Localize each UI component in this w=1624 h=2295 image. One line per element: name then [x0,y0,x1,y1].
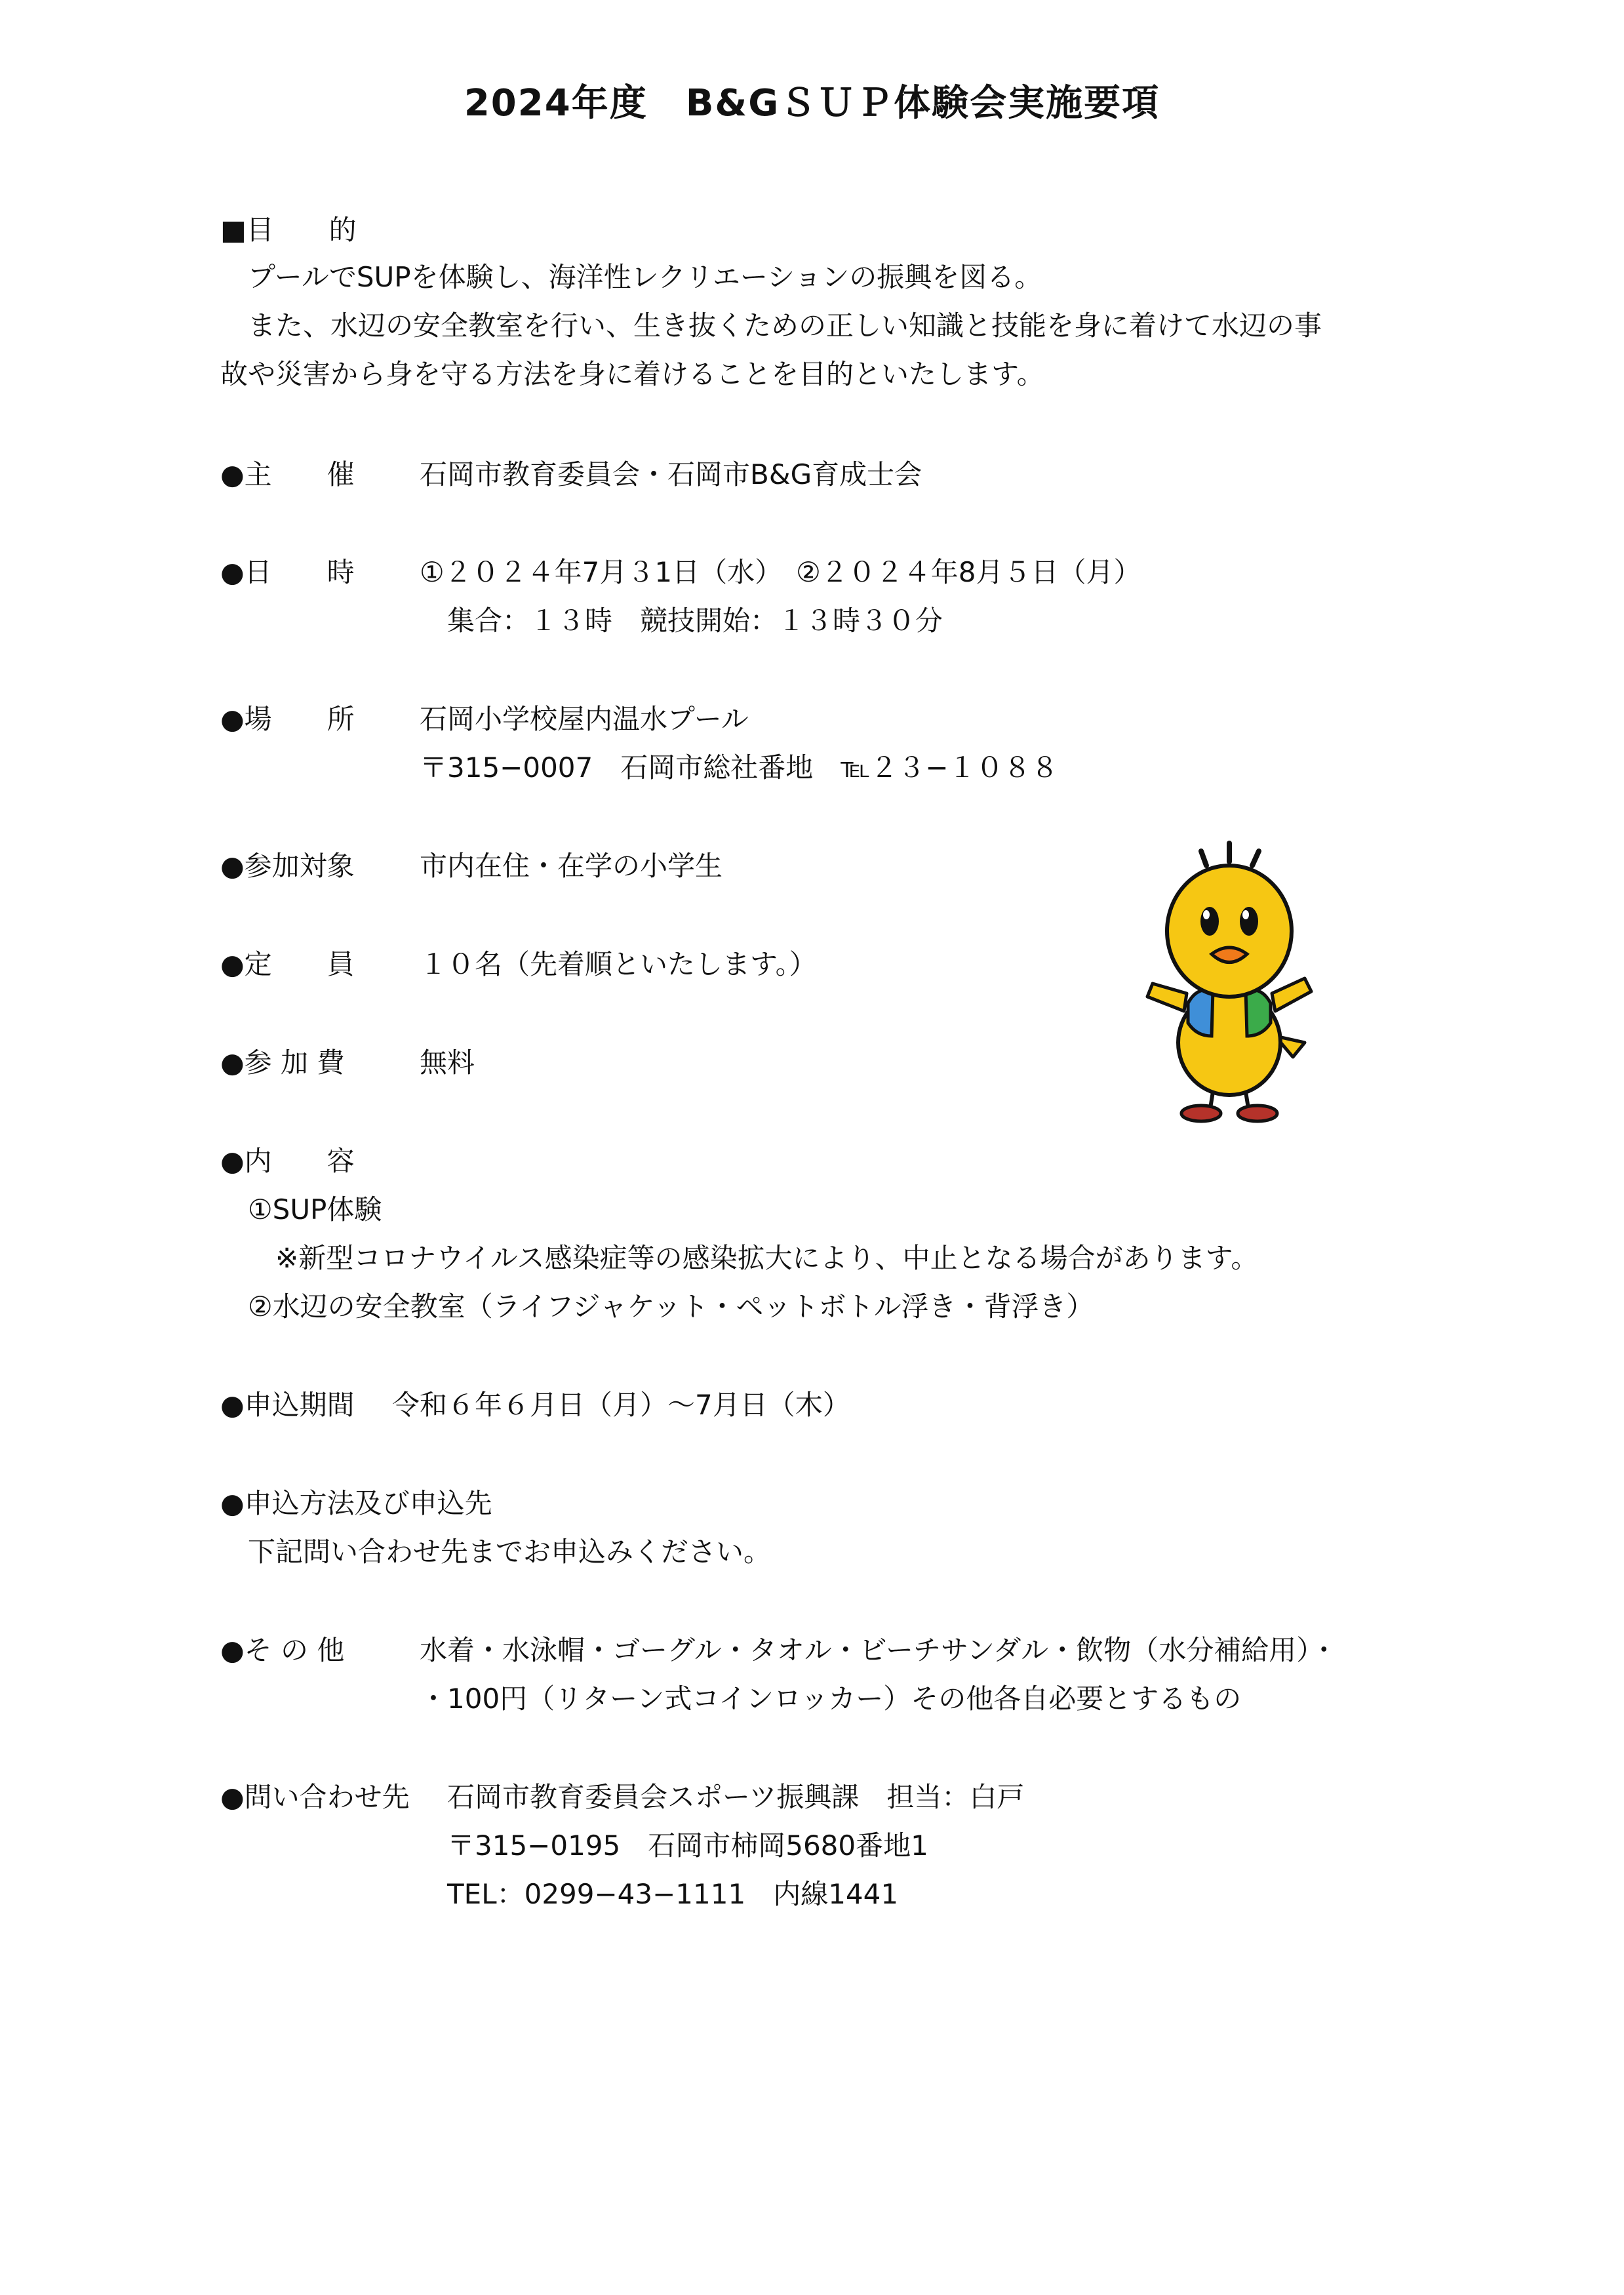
place-address: 〒315−0007 石岡市総社番地 ℡２３−１０８８ [420,751,1059,784]
place-label: ●場 所 [220,703,355,735]
datetime-dates: ①２０２４年7月３1日（水） ②２０２４年8月５日（月） [420,556,1141,588]
target-value: 市内在住・在学の小学生 [420,850,723,882]
contact-line-3: TEL：0299−43−1111 内線1441 [447,1878,899,1910]
contact-line-1: 石岡市教育委員会スポーツ振興課 担当：白戸 [447,1781,1025,1813]
datetime-label: ●日 時 [220,556,355,588]
organizer-label: ●主 催 [220,458,355,490]
purpose-label: ■目 的 [220,214,357,246]
fee-label: ●参 加 費 [220,1047,345,1079]
application-period-label: ●申込期間 [220,1389,355,1421]
duck-mascot-illustration [1141,839,1318,1128]
purpose-line-3: 故や災害から身を守る方法を身に着けることを目的といたします。 [220,358,1044,390]
application-method-label: ●申込方法及び申込先 [220,1487,492,1519]
organizer-value: 石岡市教育委員会・石岡市B&G育成士会 [420,458,922,490]
contact-line-2: 〒315−0195 石岡市柿岡5680番地1 [447,1829,928,1862]
content-item-1: ①SUP体験 [248,1193,382,1226]
content-item-2: ②水辺の安全教室（ライフジャケット・ペットボトル浮き・背浮き） [248,1290,1094,1323]
contact-label: ●問い合わせ先 [220,1781,410,1813]
target-label: ●参加対象 [220,850,355,882]
fee-value: 無料 [420,1047,475,1079]
capacity-value: １０名（先着順といたします。） [420,948,817,980]
content-note-1: ※新型コロナウイルス感染症等の感染拡大により、中止となる場合があります。 [275,1242,1259,1274]
datetime-times: 集合：１３時 競技開始：１３時３０分 [447,605,943,637]
other-line-2: ・100円（リターン式コインロッカー）その他各自必要とするもの [420,1683,1242,1715]
purpose-line-2: また、水辺の安全教室を行い、生き抜くための正しい知識と技能を身に着けて水辺の事 [248,309,1322,342]
other-label: ●そ の 他 [220,1634,345,1666]
place-name: 石岡小学校屋内温水プール [420,703,749,735]
content-label: ●内 容 [220,1145,355,1177]
page-title: 2024年度 B&GＳＵＰ体験会実施要項 [464,82,1160,125]
other-line-1: 水着・水泳帽・ゴーグル・タオル・ビーチサンダル・飲物（水分補給用）・ [420,1634,1338,1666]
application-method-value: 下記問い合わせ先までお申込みください。 [248,1536,772,1568]
application-period-value: 令和６年６月日（月）〜7月日（木） [392,1389,850,1421]
capacity-label: ●定 員 [220,948,355,980]
purpose-line-1: プールでSUPを体験し、海洋性レクリエーションの振興を図る。 [248,261,1042,293]
